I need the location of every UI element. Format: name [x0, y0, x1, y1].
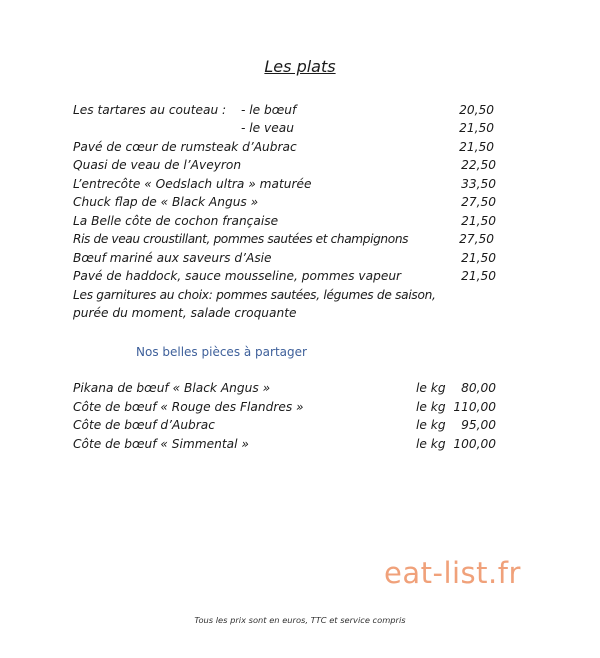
dish-price: 22,50	[461, 158, 496, 172]
share-item-unit: le kg	[416, 400, 446, 414]
share-item-name: Côte de bœuf d’Aubrac	[73, 418, 215, 432]
dish-name: Ris de veau croustillant, pommes sautées et champignons	[73, 232, 409, 246]
dish-price: 21,50	[461, 269, 496, 283]
tartare-intro: Les tartares au couteau :	[73, 103, 227, 117]
garnish-note: purée du moment, salade croquante	[73, 306, 297, 320]
share-item-price: 100,00	[453, 437, 496, 451]
share-item-price: 110,00	[453, 400, 496, 414]
share-item-unit: le kg	[416, 418, 446, 432]
dish-name: Chuck flap de « Black Angus »	[73, 195, 259, 209]
share-item-unit: le kg	[416, 381, 446, 395]
dish-price: 27,50	[461, 195, 496, 209]
share-item-unit: le kg	[416, 437, 446, 451]
dish-name: Pavé de cœur de rumsteak d’Aubrac	[73, 140, 297, 154]
dish-name: - le veau	[241, 121, 294, 135]
page-title: Les plats	[264, 57, 336, 76]
dish-name: La Belle côte de cochon française	[73, 214, 279, 228]
share-item-name: Côte de bœuf « Rouge des Flandres »	[73, 400, 304, 414]
share-item-price: 80,00	[461, 381, 496, 395]
dish-price: 27,50	[459, 232, 494, 246]
dish-price: 20,50	[459, 103, 494, 117]
share-item-name: Côte de bœuf « Simmental »	[73, 437, 249, 451]
share-section-title: Nos belles pièces à partager	[136, 345, 307, 359]
dish-price: 21,50	[461, 214, 496, 228]
dish-name: L’entrecôte « Oedslach ultra » maturée	[73, 177, 312, 191]
dish-price: 33,50	[461, 177, 496, 191]
dish-price: 21,50	[459, 140, 494, 154]
dish-name: - le bœuf	[241, 103, 297, 117]
dish-price: 21,50	[459, 121, 494, 135]
watermark: eat-list.fr	[384, 556, 521, 590]
dish-name: Quasi de veau de l’Aveyron	[73, 158, 242, 172]
share-item-price: 95,00	[461, 418, 496, 432]
dish-name: Pavé de haddock, sauce mousseline, pommes vapeur	[73, 269, 402, 283]
share-item-name: Pikana de bœuf « Black Angus »	[73, 381, 271, 395]
dish-price: 21,50	[461, 251, 496, 265]
footer-note: Tous les prix sont en euros, TTC et service compris	[194, 615, 406, 625]
dish-name: Bœuf mariné aux saveurs d’Asie	[73, 251, 272, 265]
garnish-note: Les garnitures au choix: pommes sautées, légumes de saison,	[73, 288, 436, 302]
